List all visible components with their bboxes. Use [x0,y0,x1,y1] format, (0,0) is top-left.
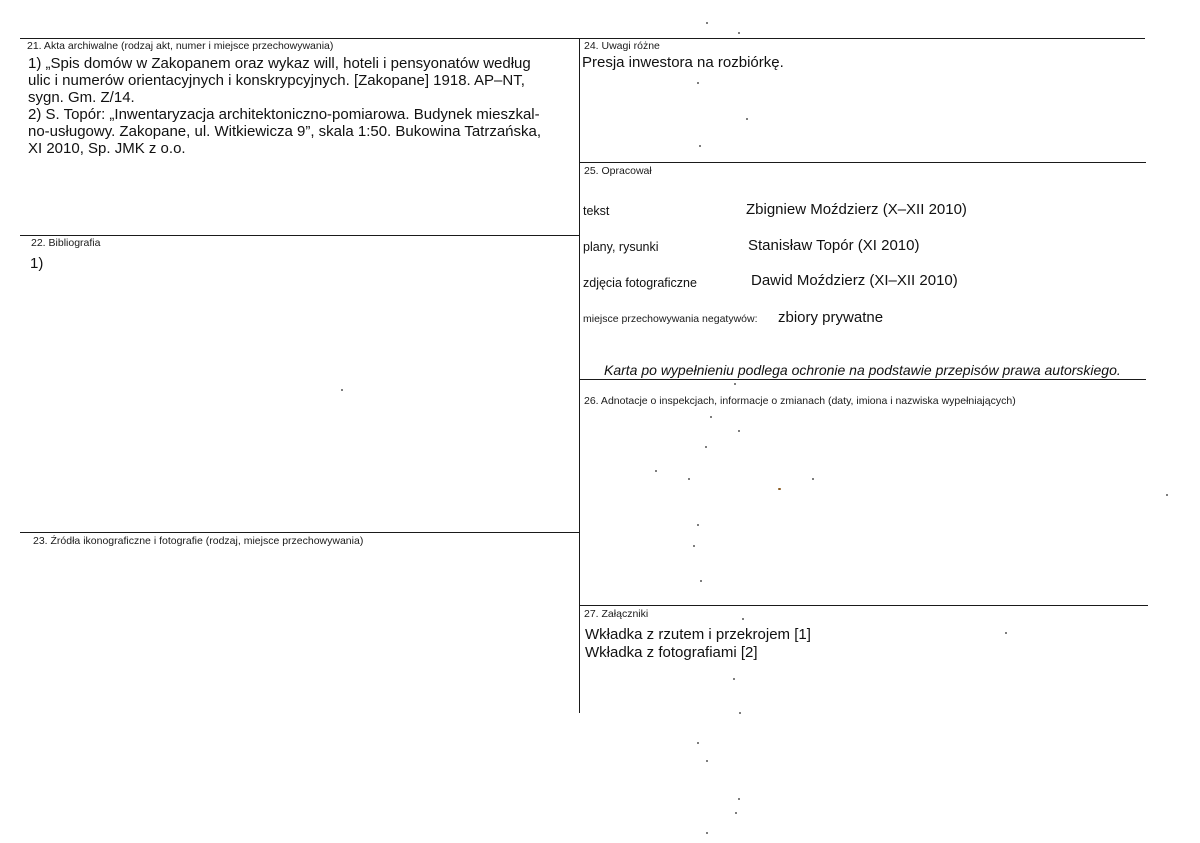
scan-speck [738,32,740,34]
remarks-text: Presja inwestora na rozbiórkę. [582,54,784,71]
scan-speck [705,446,707,448]
scan-speck [1166,494,1168,496]
author-name-drawings: Stanisław Topór (XI 2010) [748,237,920,254]
scan-speck [738,798,740,800]
section-22-label: 22. Bibliografia [31,237,101,249]
archival-record-line-1: 1) „Spis domów w Zakopanem oraz wykaz will, hoteli i pensyonatów według [28,55,531,72]
author-role-drawings: plany, rysunki [583,240,659,254]
archival-record-line-5: no-usługowy. Zakopane, ul. Witkiewicza 9”, skala 1:50. Bukowina Tatrzańska, [28,123,542,140]
negatives-storage-value: zbiory prywatne [778,309,884,326]
divider-21-22 [20,235,580,236]
section-21-label: 21. Akta archiwalne (rodzaj akt, numer i miejsce przechowywania) [27,40,334,52]
archival-record-line-4: 2) S. Topór: „Inwentaryzacja architektoniczno-pomiarowa. Budynek mieszkal- [28,106,540,123]
section-23-label: 23. Źródła ikonograficzne i fotografie (rodzaj, miejsce przechowywania) [33,535,364,547]
divider-26-27 [579,605,1148,606]
archival-record-line-3: sygn. Gm. Z/14. [28,89,135,106]
scan-speck [706,22,708,24]
scan-speck [706,760,708,762]
scan-speck [699,145,701,147]
scan-speck [700,580,702,582]
archival-record-line-6: XI 2010, Sp. JMK z o.o. [28,140,186,157]
divider-24-25 [579,162,1146,163]
section-24-label: 24. Uwagi różne [584,40,660,52]
scan-speck [742,618,744,620]
scan-speck [693,545,695,547]
scan-speck [688,478,690,480]
negatives-storage-label: miejsce przechowywania negatywów: [583,313,758,325]
author-role-text: tekst [583,204,610,218]
attachment-item-1: Wkładka z rzutem i przekrojem [1] [585,626,811,643]
scan-speck [735,812,737,814]
scan-speck [812,478,814,480]
scan-speck [341,389,343,391]
top-border-line [20,38,1145,39]
section-25-label: 25. Opracował [584,165,652,177]
section-26-label: 26. Adnotacje o inspekcjach, informacje o zmianach (daty, imiona i nazwiska wypełniających) [584,395,1016,407]
bibliography-entry: 1) [30,255,44,272]
scan-speck [706,832,708,834]
scan-speck [738,430,740,432]
scan-speck [697,524,699,526]
attachment-item-2: Wkładka z fotografiami [2] [585,644,758,661]
divider-22-23 [20,532,580,533]
scan-speck [778,488,781,490]
scan-speck [1005,632,1007,634]
archival-record-line-2: ulic i numerów orientacyjnych i konskrypcyjnych. [Zakopane] 1918. AP–NT, [28,72,525,89]
scan-speck [655,470,657,472]
scan-speck [746,118,748,120]
scan-speck [739,712,741,714]
center-divider-line [579,38,580,713]
scan-speck [734,383,736,385]
divider-25-26 [579,379,1146,380]
scan-speck [697,742,699,744]
section-27-label: 27. Załączniki [584,608,649,620]
scan-speck [697,82,699,84]
author-name-text: Zbigniew Moździerz (X–XII 2010) [746,201,967,218]
author-role-photos: zdjęcia fotograficzne [583,276,697,290]
author-name-photos: Dawid Moździerz (XI–XII 2010) [751,272,958,289]
scan-speck [733,678,735,680]
scan-speck [710,416,712,418]
copyright-note: Karta po wypełnieniu podlega ochronie na podstawie przepisów prawa autorskiego. [604,362,1121,378]
